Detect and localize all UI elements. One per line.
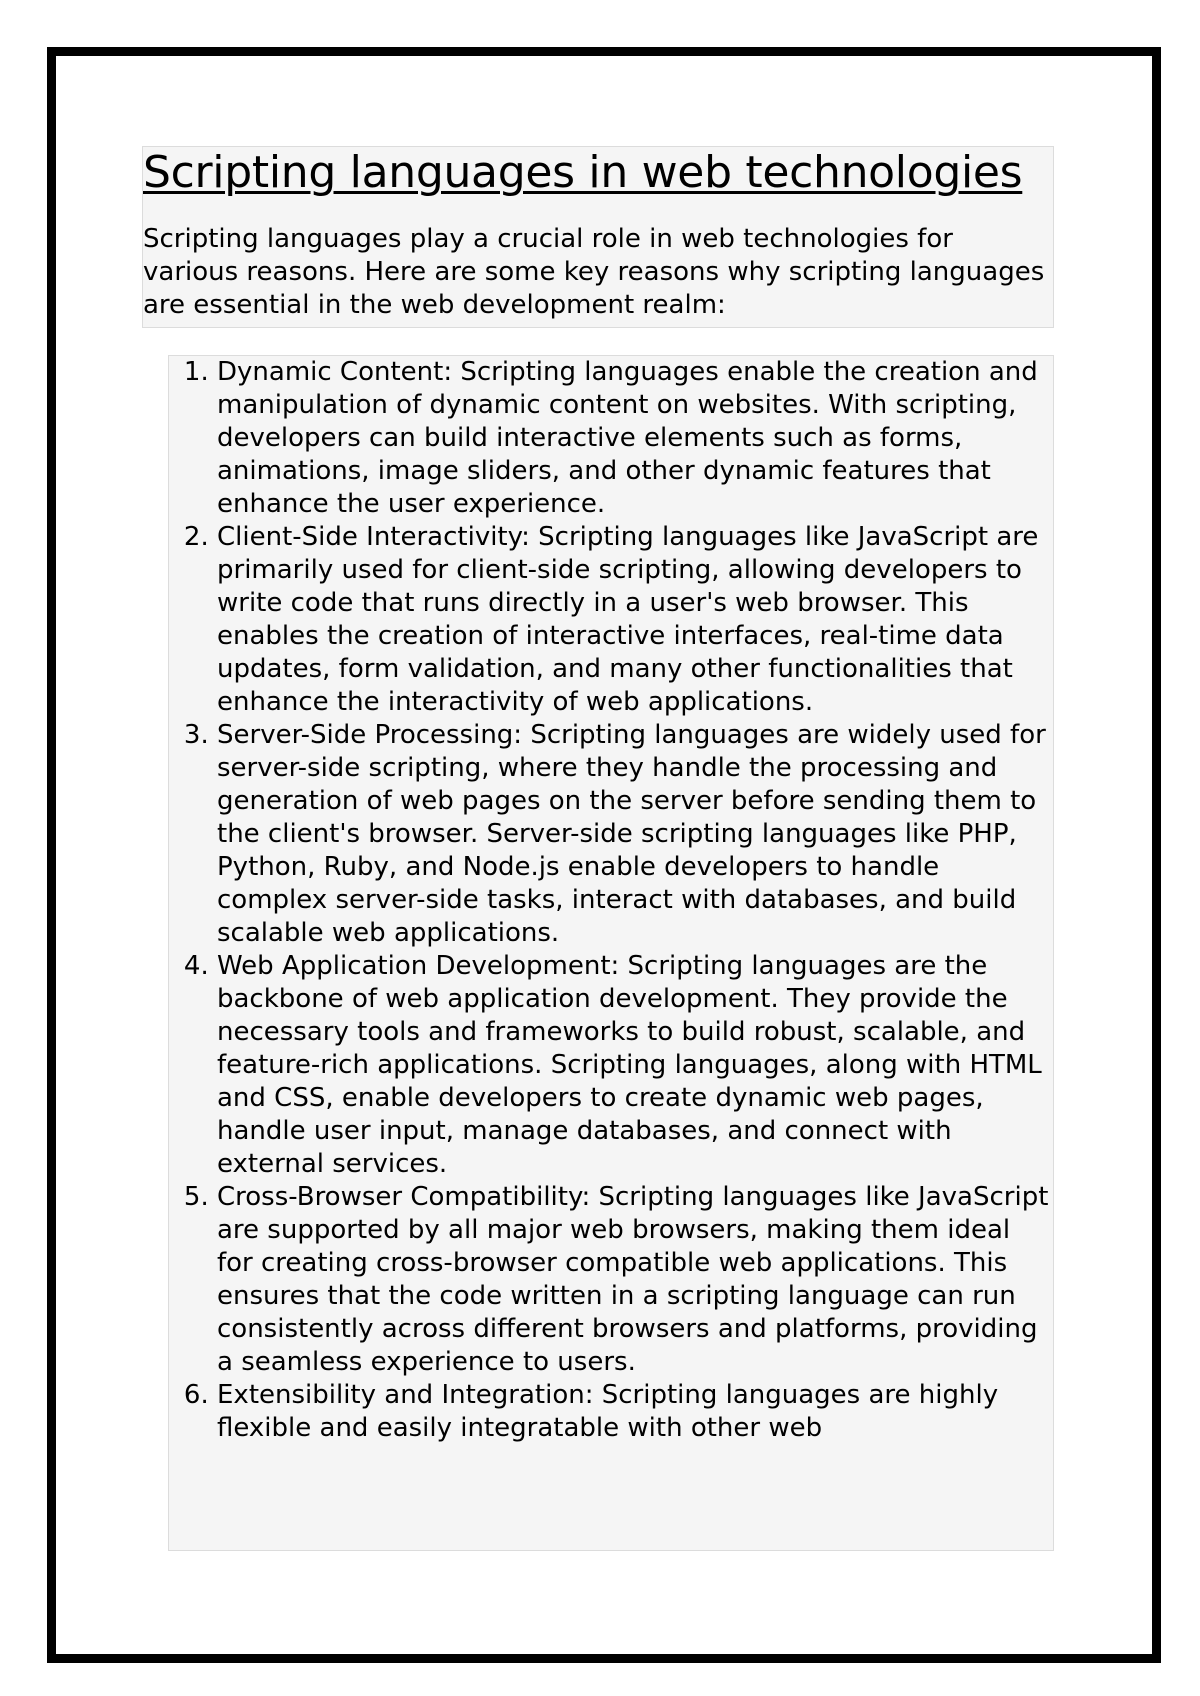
intro-paragraph: Scripting languages play a crucial role in web technologies for various reasons. Here are some key reasons why scripting languages are essential in the web development realm: bbox=[143, 224, 1045, 320]
list-item: 4. Web Application Development: Scripting languages are the backbone of web application development. They provide the necessary tools and frameworks to build robust, scalable, and feature-rich applications. Scripting languages, along with HTML and CSS, enable developers to create dynamic web pages, handle user input, manage databases, and connect with external services. bbox=[217, 950, 1053, 1181]
list-item: 2. Client-Side Interactivity: Scripting languages like JavaScript are primarily used for client-side scripting, allowing developers to write code that runs directly in a user's web browser. This enables the creation of interactive interfaces, real-time data updates, form validation, and many other functionalities that enhance the interactivity of web applications. bbox=[217, 521, 1053, 719]
page-title: Scripting languages in web technologies bbox=[143, 147, 1023, 198]
page-frame bbox=[47, 47, 1161, 1663]
list-item: 5. Cross-Browser Compatibility: Scripting languages like JavaScript are supported by all major web browsers, making them ideal for creating cross-browser compatible web applications. This ensures that the code written in a scripting language can run consistently across different browsers and platforms, providing a seamless experience to users. bbox=[217, 1181, 1053, 1379]
list-item: 1. Dynamic Content: Scripting languages enable the creation and manipulation of dynamic content on websites. With scripting, developers can build interactive elements such as forms, animations, image sliders, and other dynamic features that enhance the user experience. bbox=[217, 356, 1053, 521]
reasons-section bbox=[168, 355, 1054, 1551]
reasons-list bbox=[169, 356, 1053, 1445]
list-item: 6. Extensibility and Integration: Scripting languages are highly flexible and easily integratable with other web bbox=[217, 1379, 1053, 1445]
list-item: 3. Server-Side Processing: Scripting languages are widely used for server-side scripting, where they handle the processing and generation of web pages on the server before sending them to the client's browser. Server-side scripting languages like PHP, Python, Ruby, and Node.js enable developers to handle complex server-side tasks, interact with databases, and build scalable web applications. bbox=[217, 719, 1053, 950]
intro-section bbox=[142, 146, 1054, 328]
